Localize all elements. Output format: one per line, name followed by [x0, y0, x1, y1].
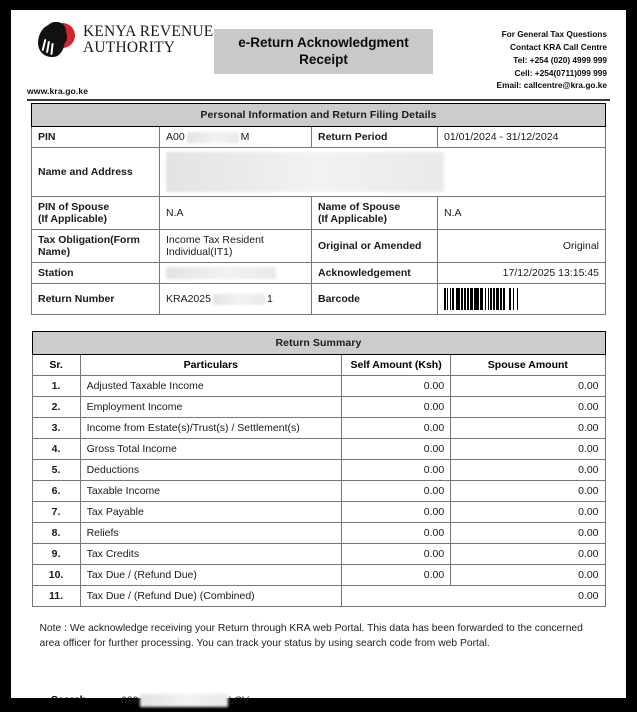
value-original-or-amended: Original — [437, 230, 605, 263]
value-tax-obligation: Income Tax Resident Individual(IT1) — [159, 230, 311, 263]
cell-self-amount: 0.00 — [342, 544, 451, 565]
table-row — [32, 565, 605, 586]
return-number-prefix: KRA2025 — [165, 293, 211, 306]
cell-particulars: Gross Total Income — [80, 439, 341, 460]
pin-prefix: A00 — [165, 131, 185, 143]
cell-sr: 2. — [32, 397, 80, 418]
cell-sr: 7. — [32, 502, 80, 523]
personal-information-table — [31, 103, 606, 315]
cell-spouse-amount: 0.00 — [451, 523, 605, 544]
cell-sr: 1. — [32, 376, 80, 397]
table-row — [31, 263, 605, 284]
label-original-or-amended: Original or Amended — [311, 230, 437, 263]
cell-particulars: Tax Credits — [80, 544, 341, 565]
table-row — [32, 481, 605, 502]
redacted-name-and-address — [166, 152, 444, 192]
value-acknowledgement: 17/12/2025 13:15:45 — [437, 263, 605, 284]
table-row — [31, 197, 605, 230]
personal-info-band-title: Personal Information and Return Filing Details — [31, 104, 605, 127]
value-return-period: 01/01/2024 - 31/12/2024 — [437, 127, 605, 148]
table-row — [31, 127, 605, 148]
kra-logo-text — [83, 24, 213, 56]
cell-self-amount: 0.00 — [342, 460, 451, 481]
cell-spouse-amount: 0.00 — [451, 565, 605, 586]
value-pin-of-spouse: N.A — [159, 197, 311, 230]
cell-self-amount: 0.00 — [342, 376, 451, 397]
cell-self-amount: 0.00 — [342, 418, 451, 439]
search-label: Search — [51, 694, 87, 707]
logo-line-1: KENYA REVENUE — [83, 22, 214, 40]
cell-particulars: Tax Due / (Refund Due) — [80, 565, 341, 586]
label-acknowledgement: Acknowledgement — [311, 263, 437, 284]
cell-sr: 4. — [32, 439, 80, 460]
label-return-number: Return Number — [31, 284, 159, 315]
search-code-line — [51, 694, 249, 707]
document-title: e-Return Acknowledgment Receipt — [214, 29, 433, 74]
table-row — [32, 397, 605, 418]
cell-spouse-amount: 0.00 — [451, 544, 605, 565]
table-row — [32, 332, 605, 355]
redacted-return-number — [213, 294, 265, 305]
kra-lion-logo-icon — [37, 21, 77, 59]
value-name-of-spouse: N.A — [437, 197, 605, 230]
cell-particulars: Taxable Income — [80, 481, 341, 502]
document-header — [11, 10, 626, 96]
cell-self-amount: 0.00 — [342, 439, 451, 460]
return-summary-body — [32, 376, 605, 607]
cell-spouse-amount: 0.00 — [451, 502, 605, 523]
return-summary-band-title: Return Summary — [32, 332, 605, 355]
cell-sr: 9. — [32, 544, 80, 565]
table-header-row — [32, 355, 605, 376]
cell-sr: 6. — [32, 481, 80, 502]
return-summary-table — [32, 331, 606, 607]
column-header-self-amount: Self Amount (Ksh) — [342, 355, 451, 376]
table-row — [32, 544, 605, 565]
cell-self-amount: 0.00 — [342, 481, 451, 502]
table-row — [32, 586, 605, 607]
cell-combined-amount: 0.00 — [342, 586, 605, 607]
cell-self-amount: 0.00 — [342, 565, 451, 586]
table-row — [32, 523, 605, 544]
cell-sr: 5. — [32, 460, 80, 481]
redacted-search-code — [140, 694, 228, 707]
contact-info — [497, 28, 607, 92]
label-barcode: Barcode — [311, 284, 437, 315]
cell-particulars: Adjusted Taxable Income — [80, 376, 341, 397]
table-row — [32, 460, 605, 481]
cell-sr: 3. — [32, 418, 80, 439]
value-station — [159, 263, 311, 284]
value-pin — [159, 127, 311, 148]
redacted-pin-digits — [187, 132, 239, 143]
table-row — [31, 284, 605, 315]
cell-spouse-amount: 0.00 — [451, 439, 605, 460]
cell-self-amount: 0.00 — [342, 523, 451, 544]
contact-line-2: Contact KRA Call Centre — [510, 41, 607, 52]
cell-sr: 8. — [32, 523, 80, 544]
label-name-of-spouse: Name of Spouse (If Applicable) — [311, 197, 437, 230]
column-header-spouse-amount: Spouse Amount — [451, 355, 605, 376]
cell-spouse-amount: 0.00 — [451, 397, 605, 418]
cell-sr: 11. — [32, 586, 80, 607]
table-row — [32, 439, 605, 460]
table-row — [32, 376, 605, 397]
header-divider — [27, 99, 610, 101]
document-page — [11, 10, 626, 707]
cell-spouse-amount: 0.00 — [451, 376, 605, 397]
table-row — [31, 148, 605, 197]
document-body — [11, 103, 626, 652]
value-barcode — [437, 284, 605, 315]
table-row — [32, 502, 605, 523]
label-pin-of-spouse: PIN of Spouse (If Applicable) — [31, 197, 159, 230]
table-row — [31, 104, 605, 127]
cell-particulars: Income from Estate(s)/Trust(s) / Settlement(s) — [80, 418, 341, 439]
cell-sr: 10. — [32, 565, 80, 586]
table-row — [31, 230, 605, 263]
website-url: www.kra.go.ke — [27, 86, 89, 96]
return-number-suffix: 1 — [266, 293, 273, 306]
contact-line-1: For General Tax Questions — [501, 29, 607, 39]
acknowledgement-note: Note : We acknowledge receiving your Return through KRA web Portal. This data has been forwarded to the concerned area officer for further processing. You can track your status by using search code from web Portal. — [39, 623, 583, 650]
cell-spouse-amount: 0.00 — [451, 418, 605, 439]
cell-particulars: Tax Due / (Refund Due) (Combined) — [80, 586, 341, 607]
cell-self-amount: 0.00 — [342, 502, 451, 523]
column-header-sr: Sr. — [32, 355, 80, 376]
contact-email: Email: callcentre@kra.go.ke — [496, 80, 607, 91]
barcode-image — [444, 288, 585, 310]
cell-particulars: Reliefs — [80, 523, 341, 544]
cell-self-amount: 0.00 — [342, 397, 451, 418]
table-row — [32, 418, 605, 439]
cell-spouse-amount: 0.00 — [451, 460, 605, 481]
cell-particulars: Deductions — [80, 460, 341, 481]
contact-cell: Cell: +254(0711)099 999 — [514, 67, 607, 78]
label-tax-obligation: Tax Obligation(Form Name) — [31, 230, 159, 263]
logo-line-2: AUTHORITY — [83, 39, 176, 56]
label-name-and-address: Name and Address — [31, 148, 159, 197]
contact-phone: Tel: +254 (020) 4999 999 — [513, 54, 607, 65]
label-pin: PIN — [31, 127, 159, 148]
label-station: Station — [31, 263, 159, 284]
kra-logo — [37, 21, 213, 59]
column-header-particulars: Particulars — [80, 355, 341, 376]
cell-particulars: Employment Income — [80, 397, 341, 418]
cell-particulars: Tax Payable — [80, 502, 341, 523]
search-code-suffix: LCV — [228, 694, 249, 707]
value-return-number — [159, 284, 311, 315]
cell-spouse-amount: 0.00 — [451, 481, 605, 502]
value-name-and-address — [159, 148, 605, 197]
search-code-prefix: 629 — [121, 694, 139, 707]
redacted-station — [166, 267, 276, 279]
pin-suffix: M — [240, 131, 250, 143]
label-return-period: Return Period — [311, 127, 437, 148]
